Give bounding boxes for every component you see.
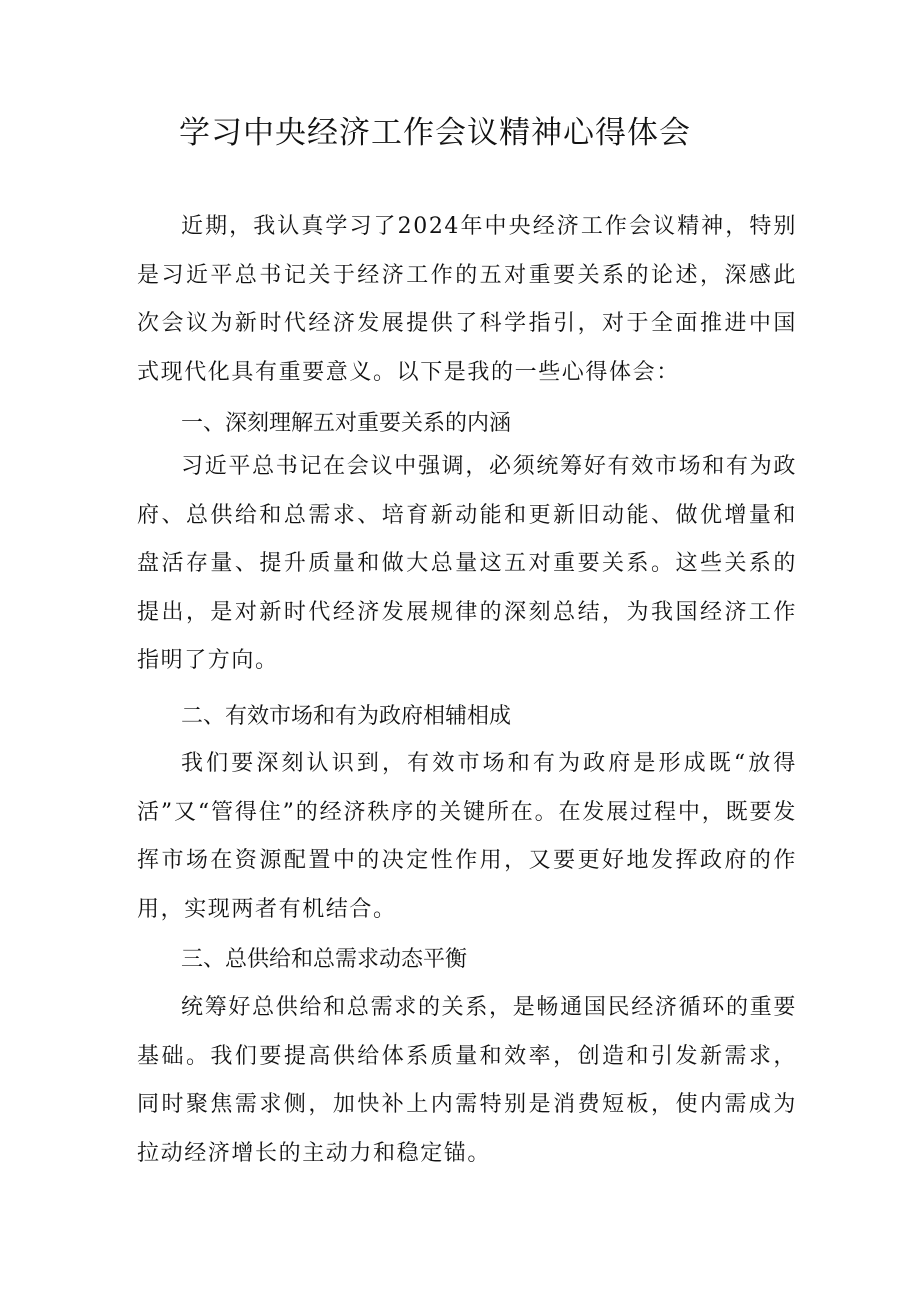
- section-heading-3: 三、总供给和总需求动态平衡: [181, 947, 468, 972]
- section-paragraph-2: 我们要深刻认识到，有效市场和有为政府是形成既“放得活”又“管得住”的经济秩序的关键所在。在发展过程中，既要发挥市场在资源配置中的决定性作用，又要更好地发挥政府的作用，实现两者有机结合。: [137, 751, 797, 922]
- section-heading-1: 一、深刻理解五对重要关系的内涵: [181, 411, 512, 436]
- page-title: 学习中央经济工作会议精神心得体会: [179, 115, 691, 151]
- section-heading-2: 二、有效市场和有为政府相辅相成: [181, 704, 512, 729]
- section-paragraph-3: 统筹好总供给和总需求的关系，是畅通国民经济循环的重要基础。我们要提高供给体系质量和效率，创造和引发新需求，同时聚焦需求侧，加快补上内需特别是消费短板，使内需成为拉动经济增长的主动力和稳定锚。: [137, 995, 797, 1166]
- section-paragraph-1: 习近平总书记在会议中强调，必须统筹好有效市场和有为政府、总供给和总需求、培育新动能和更新旧动能、做优增量和盘活存量、提升质量和做大总量这五对重要关系。这些关系的提出，是对新时代经济发展规律的深刻总结，为我国经济工作指明了方向。: [137, 454, 797, 673]
- intro-paragraph: 近期，我认真学习了2024年中央经济工作会议精神，特别是习近平总书记关于经济工作的五对重要关系的论述，深感此次会议为新时代经济发展提供了科学指引，对于全面推进中国式现代化具有重要意义。以下是我的一些心得体会：: [137, 214, 797, 385]
